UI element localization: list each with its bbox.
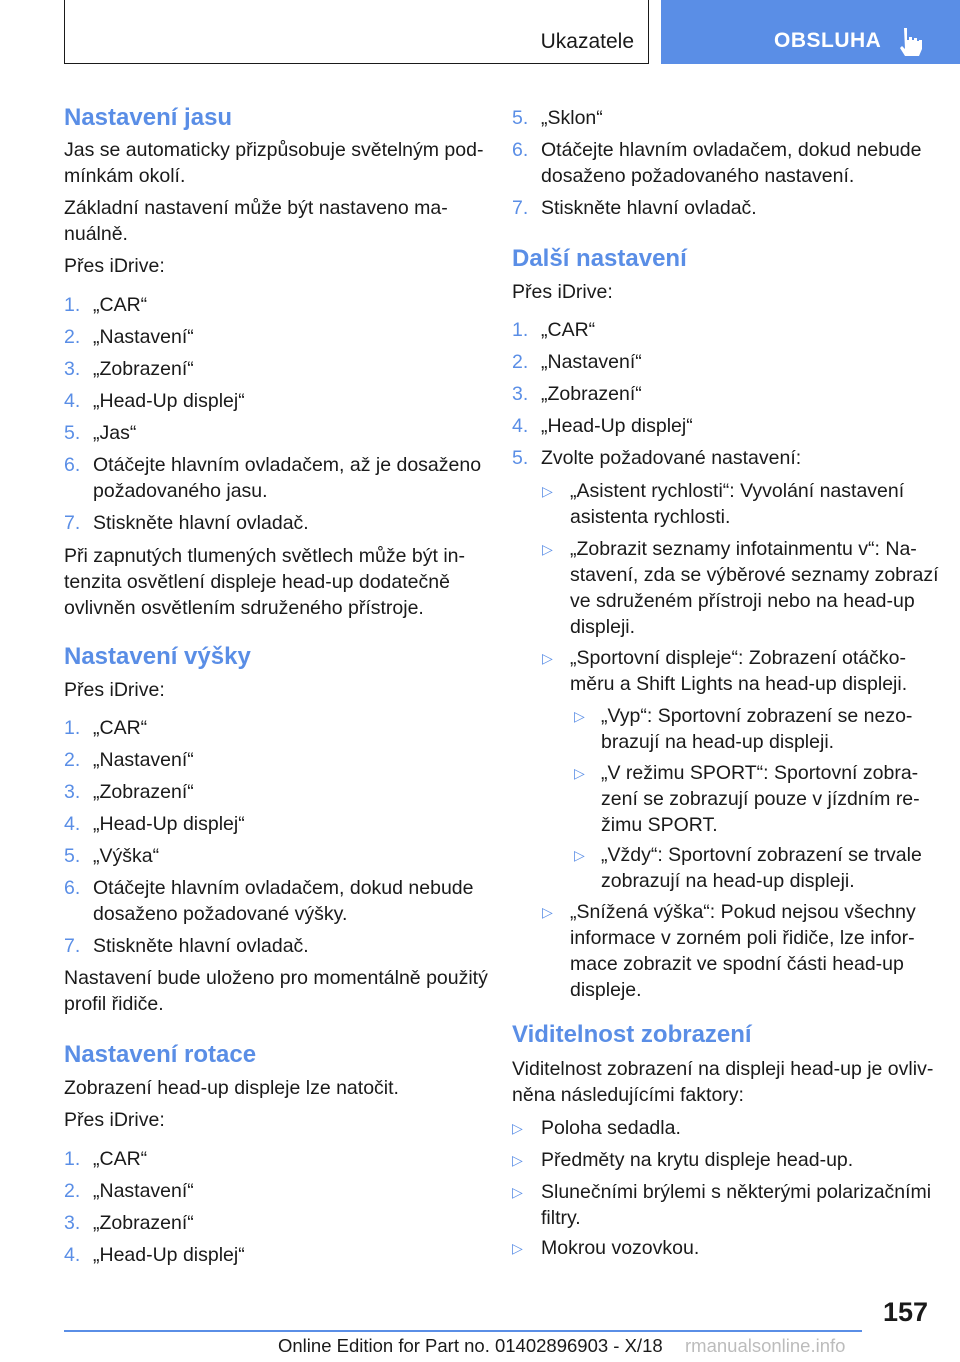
step-text: Stiskněte hlavní ovladač. <box>93 935 309 957</box>
paragraph: profil řidiče. <box>64 993 164 1015</box>
step-text: „CAR“ <box>541 319 596 341</box>
paragraph: Základní nastavení může být nastaveno ma- <box>64 197 448 219</box>
step-number: 5. <box>512 107 529 129</box>
step-number: 7. <box>64 935 81 957</box>
step-number: 1. <box>64 717 81 739</box>
step-number: 5. <box>64 422 81 444</box>
bullet-text: asistenta rychlosti. <box>570 506 731 528</box>
header-chapter-label: OBSLUHA <box>774 29 882 52</box>
paragraph: tenzita osvětlení displeje head-up dodatečně <box>64 571 450 593</box>
bullet-text: Předměty na krytu displeje head-up. <box>541 1149 854 1171</box>
header-section-box <box>64 0 649 64</box>
step-text: „Nastavení“ <box>93 326 194 348</box>
subbullet-text: zobrazují na head-up displeji. <box>601 870 855 892</box>
step-text: „Head-Up displej“ <box>93 813 245 835</box>
paragraph: něna následujícími faktory: <box>512 1084 744 1106</box>
subbullet-text: „V režimu SPORT“: Sportovní zobra- <box>601 762 919 784</box>
step-text: „Výška“ <box>93 845 160 867</box>
step-number: 7. <box>512 197 529 219</box>
step-text: Otáčejte hlavním ovladačem, až je dosaženo <box>93 454 482 476</box>
triangle-bullet-icon: ▷ <box>512 1120 523 1136</box>
bullet-text: displeji. <box>570 616 636 638</box>
section-title-rotation: Nastavení rotace <box>64 1041 257 1068</box>
subbullet-text: žimu SPORT. <box>601 814 718 836</box>
footer-watermark: rmanualsonline.info <box>685 1335 846 1356</box>
subbullet-text: „Vždy“: Sportovní zobrazení se trvale <box>601 844 922 866</box>
step-number: 5. <box>512 447 529 469</box>
bullet-text: filtry. <box>541 1207 581 1229</box>
paragraph: mínkám okolí. <box>64 165 186 187</box>
pointing-hand-icon <box>897 26 923 56</box>
page-number: 157 <box>882 1297 928 1327</box>
paragraph: Přes iDrive: <box>64 679 165 701</box>
triangle-bullet-icon: ▷ <box>512 1184 523 1200</box>
bullet-text: „Asistent rychlosti“: Vyvolání nastavení <box>570 480 905 502</box>
bullet-text: mace zobrazit ve spodní části head-up <box>570 953 904 975</box>
triangle-bullet-icon: ▷ <box>574 847 585 863</box>
step-text: „Head-Up displej“ <box>93 390 245 412</box>
paragraph: Přes iDrive: <box>64 1109 165 1131</box>
step-text: „Zobrazení“ <box>93 1212 194 1234</box>
triangle-bullet-icon: ▷ <box>512 1152 523 1168</box>
bullet-text: „Zobrazit seznamy infotainmentu v“: Na- <box>570 538 917 560</box>
step-number: 4. <box>64 1244 81 1266</box>
bullet-text: stavení, zda se výběrové seznamy zobrazí <box>570 564 939 586</box>
step-text: „Zobrazení“ <box>541 383 642 405</box>
step-text: „Zobrazení“ <box>93 358 194 380</box>
triangle-bullet-icon: ▷ <box>512 1240 523 1256</box>
step-text: „Jas“ <box>93 422 137 444</box>
triangle-bullet-icon: ▷ <box>542 483 553 499</box>
subbullet-text: zení se zobrazují pouze v jízdním re- <box>601 788 920 810</box>
subbullet-text: „Vyp“: Sportovní zobrazení se nezo- <box>601 705 913 727</box>
step-text: „CAR“ <box>93 1148 148 1170</box>
paragraph: ovlivněn osvětlením sdruženého přístroje. <box>64 597 424 619</box>
paragraph: Přes iDrive: <box>64 255 165 277</box>
paragraph: Při zapnutých tlumených světlech může být in- <box>64 545 466 567</box>
section-title-visibility: Viditelnost zobrazení <box>512 1021 752 1048</box>
step-number: 4. <box>64 390 81 412</box>
bullet-text: Mokrou vozovkou. <box>541 1237 700 1259</box>
step-text: Stiskněte hlavní ovladač. <box>93 512 309 534</box>
step-text: „Sklon“ <box>541 107 603 129</box>
step-number: 2. <box>64 326 81 348</box>
triangle-bullet-icon: ▷ <box>574 708 585 724</box>
step-number: 3. <box>512 383 529 405</box>
step-number: 2. <box>64 1180 81 1202</box>
step-number: 3. <box>64 358 81 380</box>
step-text: „Nastavení“ <box>541 351 642 373</box>
step-text: Zvolte požadované nastavení: <box>541 447 802 469</box>
header-chapter-tab <box>661 0 960 64</box>
bullet-text: „Sportovní displeje“: Zobrazení otáčko- <box>570 647 906 669</box>
step-text: „Head-Up displej“ <box>541 415 693 437</box>
paragraph: Jas se automaticky přizpůsobuje světelným pod- <box>64 139 484 161</box>
triangle-bullet-icon: ▷ <box>542 904 553 920</box>
paragraph: Viditelnost zobrazení na displeji head-up je ovliv- <box>512 1058 934 1080</box>
bullet-text: „Snížená výška“: Pokud nejsou všechny <box>570 901 916 923</box>
step-number: 6. <box>512 139 529 161</box>
step-number: 5. <box>64 845 81 867</box>
step-text: „Nastavení“ <box>93 749 194 771</box>
step-text: „CAR“ <box>93 294 148 316</box>
step-number: 3. <box>64 1212 81 1234</box>
section-title-height: Nastavení výšky <box>64 643 251 670</box>
step-number: 1. <box>64 1148 81 1170</box>
header-section-label: Ukazatele <box>540 30 634 53</box>
footer-edition: Online Edition for Part no. 01402896903 - X/18 <box>278 1335 663 1356</box>
step-number: 6. <box>64 454 81 476</box>
step-text: požadovaného jasu. <box>93 480 268 502</box>
step-text: „Zobrazení“ <box>93 781 194 803</box>
triangle-bullet-icon: ▷ <box>542 650 553 666</box>
step-text: „Nastavení“ <box>93 1180 194 1202</box>
paragraph: Zobrazení head-up displeje lze natočit. <box>64 1077 399 1099</box>
paragraph: Přes iDrive: <box>512 281 613 303</box>
bullet-text: ve sdruženém přístroji nebo na head-up <box>570 590 915 612</box>
bullet-text: Slunečními brýlemi s některými polarizačními <box>541 1181 932 1203</box>
footer-divider <box>64 1330 862 1332</box>
step-text: dosaženo požadované výšky. <box>93 903 348 925</box>
subbullet-text: brazují na head-up displeji. <box>601 731 835 753</box>
section-title-other-settings: Další nastavení <box>512 245 687 272</box>
step-number: 4. <box>512 415 529 437</box>
step-number: 2. <box>64 749 81 771</box>
triangle-bullet-icon: ▷ <box>542 541 553 557</box>
paragraph: Nastavení bude uloženo pro momentálně použitý <box>64 967 488 989</box>
step-number: 6. <box>64 877 81 899</box>
section-title-brightness: Nastavení jasu <box>64 104 233 131</box>
step-number: 1. <box>512 319 529 341</box>
step-number: 4. <box>64 813 81 835</box>
step-number: 2. <box>512 351 529 373</box>
step-number: 7. <box>64 512 81 534</box>
step-text: Otáčejte hlavním ovladačem, dokud nebude <box>93 877 474 899</box>
bullet-text: displeje. <box>570 979 642 1001</box>
paragraph: nuálně. <box>64 223 128 245</box>
step-text: „Head-Up displej“ <box>93 1244 245 1266</box>
bullet-text: Poloha sedadla. <box>541 1117 681 1139</box>
step-text: Otáčejte hlavním ovladačem, dokud nebude <box>541 139 922 161</box>
bullet-text: měru a Shift Lights na head-up displeji. <box>570 673 908 695</box>
step-text: „CAR“ <box>93 717 148 739</box>
step-number: 1. <box>64 294 81 316</box>
step-text: dosaženo požadovaného nastavení. <box>541 165 855 187</box>
step-number: 3. <box>64 781 81 803</box>
step-text: Stiskněte hlavní ovladač. <box>541 197 757 219</box>
bullet-text: informace v zorném poli řidiče, lze infor- <box>570 927 915 949</box>
triangle-bullet-icon: ▷ <box>574 765 585 781</box>
